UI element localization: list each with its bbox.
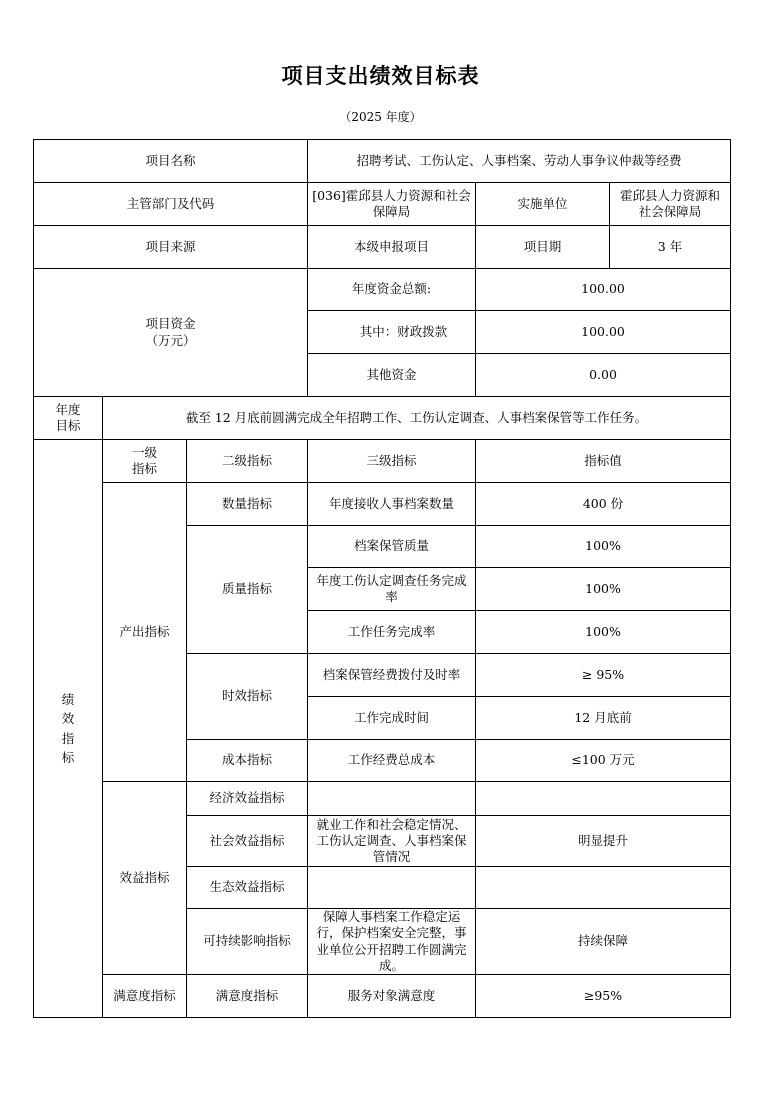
value-cell (476, 867, 731, 909)
value-impl-unit: 霍邱县人力资源和社会保障局 (610, 183, 731, 226)
value-cell: 400 份 (476, 483, 731, 526)
header-value: 指标值 (476, 440, 731, 483)
row-dept (34, 183, 731, 226)
value-cell: ≥ 95% (476, 654, 731, 697)
lvl2-cost: 成本指标 (187, 740, 308, 782)
value-cell: 持续保障 (476, 909, 731, 975)
label-source: 项目来源 (34, 226, 308, 269)
value-cell: 12 月底前 (476, 697, 731, 740)
value-cell: ≤100 万元 (476, 740, 731, 782)
lvl3-cell (308, 867, 476, 909)
value-annual-goal: 截至 12 月底前圆满完成全年招聘工作、工伤认定调查、人事档案保管等工作任务。 (103, 397, 731, 440)
lvl2-quality: 质量指标 (187, 526, 308, 654)
table-row (34, 782, 731, 816)
row-source (34, 226, 731, 269)
lvl3-cell: 工作任务完成率 (308, 611, 476, 654)
table-row (34, 483, 731, 526)
page-subtitle: （2025 年度） (339, 110, 422, 124)
row-project-name (34, 140, 731, 183)
table-row (34, 975, 731, 1018)
value-cell: 100% (476, 568, 731, 611)
performance-table (33, 139, 731, 1018)
lvl3-cell: 保障人事档案工作稳定运行，保护档案安全完整，事业单位公开招聘工作圆满完成。 (308, 909, 476, 975)
lvl3-cell: 工作经费总成本 (308, 740, 476, 782)
label-other: 其他资金 (308, 354, 476, 397)
value-cell: ≥95% (476, 975, 731, 1018)
lvl2-timeliness: 时效指标 (187, 654, 308, 740)
lvl3-cell (308, 782, 476, 816)
lvl2-economic: 经济效益指标 (187, 782, 308, 816)
value-cell: 100% (476, 526, 731, 568)
label-impl-unit: 实施单位 (476, 183, 610, 226)
page-title: 项目支出绩效目标表 (281, 64, 480, 88)
value-source: 本级申报项目 (308, 226, 476, 269)
header-lvl2: 二级指标 (187, 440, 308, 483)
value-annual-total: 100.00 (476, 269, 731, 311)
row-indicator-header (34, 440, 731, 483)
label-annual-goal: 年度 目标 (34, 397, 103, 440)
lvl3-cell: 就业工作和社会稳定情况、工伤认定调查、人事档案保管情况 (308, 816, 476, 867)
label-fiscal: 其中：财政拨款 (308, 311, 476, 354)
value-cell (476, 782, 731, 816)
lvl3-cell: 年度接收人事档案数量 (308, 483, 476, 526)
lvl3-cell: 年度工伤认定调查任务完成率 (308, 568, 476, 611)
lvl2-satisfaction: 满意度指标 (187, 975, 308, 1018)
value-fiscal: 100.00 (476, 311, 731, 354)
value-other: 0.00 (476, 354, 731, 397)
lvl2-quantity: 数量指标 (187, 483, 308, 526)
lvl3-cell: 服务对象满意度 (308, 975, 476, 1018)
value-cell: 100% (476, 611, 731, 654)
value-cell: 明显提升 (476, 816, 731, 867)
label-annual-total: 年度资金总额: (308, 269, 476, 311)
row-annual-goal (34, 397, 731, 440)
lvl2-social: 社会效益指标 (187, 816, 308, 867)
value-period: 3 年 (610, 226, 731, 269)
lvl1-benefit: 效益指标 (103, 782, 187, 975)
lvl1-satisfaction: 满意度指标 (103, 975, 187, 1018)
label-project-name: 项目名称 (34, 140, 308, 183)
lvl1-output: 产出指标 (103, 483, 187, 782)
lvl2-sustainable: 可持续影响指标 (187, 909, 308, 975)
value-dept-code: [036]霍邱县人力资源和社会保障局 (308, 183, 476, 226)
lvl3-cell: 档案保管质量 (308, 526, 476, 568)
row-annual-total (34, 269, 731, 311)
value-project-name: 招聘考试、工伤认定、人事档案、劳动人事争议仲裁等经费 (308, 140, 731, 183)
label-period: 项目期 (476, 226, 610, 269)
lvl3-cell: 档案保管经费拨付及时率 (308, 654, 476, 697)
header-lvl1: 一级 指标 (103, 440, 187, 483)
lvl2-ecological: 生态效益指标 (187, 867, 308, 909)
label-funds: 项目资金 （万元） (34, 269, 308, 397)
label-perf-indicators: 绩效指标 (34, 440, 103, 1018)
header-lvl3: 三级指标 (308, 440, 476, 483)
label-dept-code: 主管部门及代码 (34, 183, 308, 226)
lvl3-cell: 工作完成时间 (308, 697, 476, 740)
